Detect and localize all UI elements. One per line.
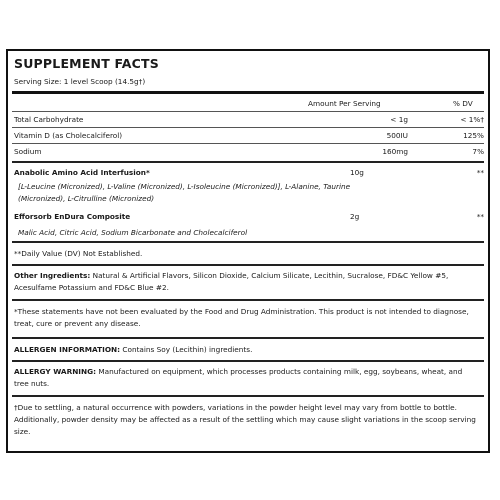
amount-header: Amount Per Serving — [308, 99, 381, 108]
nutrient-amount: 500IU — [386, 131, 408, 140]
blend-name: Efforsorb EnDura Composite — [14, 212, 131, 221]
panel-title: SUPPLEMENT FACTS — [14, 56, 159, 71]
allergen-label: ALLERGEN INFORMATION: — [14, 345, 121, 354]
fda-statement: *These statements have not been evaluated by the Food and Drug Administration. This product is not intended to diagnose, treat, cure or prevent any disease. — [14, 307, 469, 328]
nutrient-name: Total Carbohydrate — [14, 115, 84, 124]
other-ingredients — [14, 270, 484, 294]
allergy-warning-text: Manufactured on equipment, which processes products containing milk, egg, soybeans, wheat, and tree nuts. — [14, 367, 463, 388]
blend-ingredients: Malic Acid, Citric Acid, Sodium Bicarbonate and Cholecalciferol — [18, 228, 248, 237]
settling-note: †Due to settling, a natural occurrence with powders, variations in the powder height level may vary from bottle to bottle. Additionally, powder density may be affected as a result of the settling which may cause slight variations in the scoop serving size. — [14, 403, 476, 436]
serving-size: Serving Size: 1 level Scoop (14.5g†) — [14, 77, 146, 86]
nutrient-dv: < 1%† — [460, 115, 484, 124]
nutrient-amount: < 1g — [390, 115, 408, 124]
medium-divider — [12, 161, 484, 163]
allergy-warning-label: ALLERGY WARNING: — [14, 367, 97, 376]
medium-divider — [12, 395, 484, 397]
medium-divider — [12, 360, 484, 362]
other-ingredients-text: Natural & Artificial Flavors, Silicon Dioxide, Calcium Silicate, Lecithin, Sucralose, FD&C Yellow #5, Acesulfame Potassium and FD&C Blue #2. — [14, 271, 449, 292]
dv-header: % DV — [453, 99, 473, 108]
divider — [12, 127, 484, 128]
blend-ingredients: [L-Leucine (Micronized), L-Valine (Micronized), L-Isoleucine (Micronized)], L-Alanine, Taurine (Micronized), L-Citrulline (Micronized) — [18, 182, 351, 203]
dv-note: **Daily Value (DV) Not Established. — [14, 249, 143, 258]
blend-dv: ** — [476, 212, 484, 221]
blend-name: Anabolic Amino Acid Interfusion* — [14, 168, 150, 177]
allergy-warning — [14, 366, 476, 390]
nutrient-dv: 7% — [472, 147, 484, 156]
other-ingredients-label: Other Ingredients: — [14, 271, 91, 280]
nutrient-name: Sodium — [14, 147, 42, 156]
thick-divider — [12, 91, 484, 94]
medium-divider — [12, 299, 484, 301]
medium-divider — [12, 264, 484, 266]
nutrient-amount: 160mg — [382, 147, 408, 156]
blend-amount: 10g — [350, 168, 364, 177]
blend-amount: 2g — [350, 212, 360, 221]
blend-dv: ** — [476, 168, 484, 177]
divider — [12, 111, 484, 112]
allergen-information — [14, 345, 252, 354]
medium-divider — [12, 337, 484, 339]
medium-divider — [12, 241, 484, 243]
allergen-text: Contains Soy (Lecithin) ingredients. — [122, 345, 253, 354]
nutrient-dv: 125% — [463, 131, 484, 140]
divider — [12, 143, 484, 144]
supplement-facts-panel — [6, 49, 490, 453]
nutrient-name: Vitamin D (as Cholecalciferol) — [14, 131, 123, 140]
